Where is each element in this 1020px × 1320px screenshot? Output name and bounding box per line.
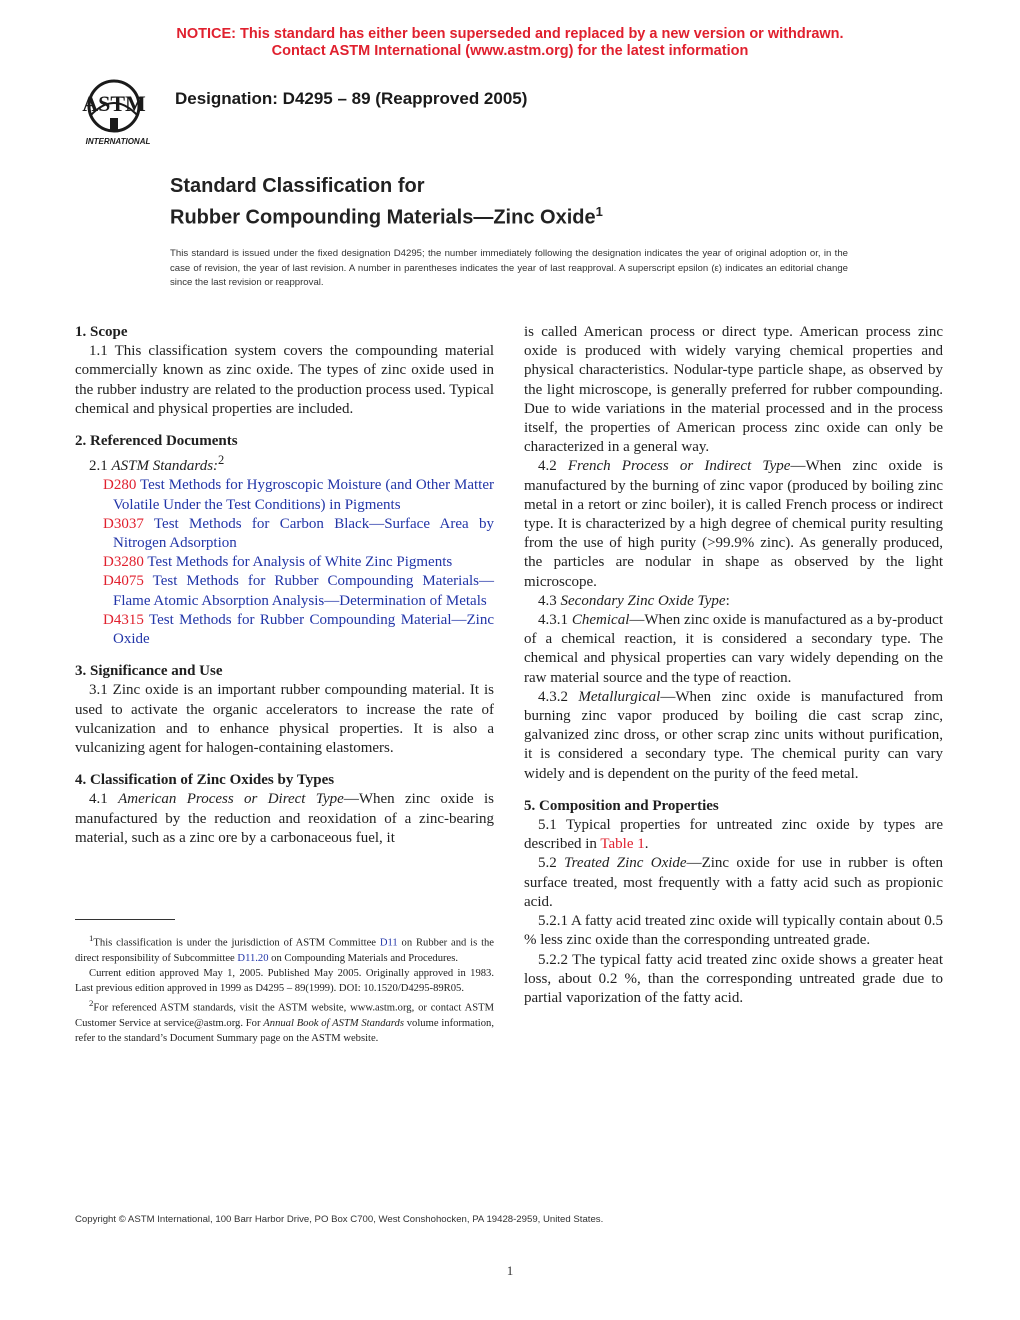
- ref-d280[interactable]: D280 Test Methods for Hygroscopic Moisture (and Other Matter Volatile Under the Test Conditions) in Pigments: [103, 477, 495, 513]
- notice-line-1: NOTICE: This standard has either been superseded and replaced by a new version or withdrawn.: [176, 26, 844, 42]
- section-4-heading: 4. Classification of Zinc Oxides by Types: [75, 772, 335, 789]
- para-3-1: 3.1 Zinc oxide is an important rubber compounding material. It is used to activate the organic accelerators to increase the rate of vulcanization and to enhance physical properties. It is also a vulcanizing agent for halogen-containing elastomers.: [75, 682, 494, 757]
- para-5-2-2: 5.2.2 The typical fatty acid treated zinc oxide shows a greater heat loss, about 0.2 %, than the corresponding untreated grade due to partial vaporization of the fatty acid.: [524, 951, 943, 1006]
- para-5-2-1: 5.2.1 A fatty acid treated zinc oxide will typically contain about 0.5 % less zinc oxide than the corresponding untreated grade.: [524, 913, 943, 949]
- section-1-heading: 1. Scope: [75, 324, 128, 340]
- para-4-3-2: 4.3.2 Metallurgical—When zinc oxide is manufactured from burning zinc vapor produced by boiling die cast scrap zinc, galvanized zinc dross, or other scrap zinc units without purification, it is considered a secondary type. The chemical purity can vary widely and is dependent on the purity of the feed metal.: [524, 688, 943, 782]
- para-5-2: 5.2 Treated Zinc Oxide—Zinc oxide for use in rubber is often surface treated, most frequently with a fatty acid such as propionic acid.: [524, 855, 943, 910]
- footnote-1: $^1$This classification is under the jurisdiction of ASTM Committee D11 on Rubber and is the direct responsibility of Subcommittee D11.20 on Compounding Materials and Procedures.: [75, 933, 495, 964]
- section-5-heading: 5. Composition and Properties: [524, 797, 719, 814]
- footnotes: [75, 931, 494, 1046]
- right-column: [524, 323, 943, 1008]
- table-1-link[interactable]: Table 1: [600, 836, 645, 853]
- page-number: 1: [506, 1263, 514, 1278]
- para-5-1: 5.1 Typical properties for untreated zinc oxide by types are described in Table 1.: [524, 817, 943, 853]
- designation: Designation: D4295 – 89 (Reapproved 2005): [175, 89, 528, 108]
- link-d11-20[interactable]: D11.20: [237, 952, 269, 964]
- para-4-3-1: 4.3.1 Chemical—When zinc oxide is manufactured as a by-product of a chemical reaction, it is considered a secondary type. The chemical and physical properties can vary widely depending on the raw material source and the type of reaction.: [524, 612, 943, 686]
- para-1-1: 1.1 This classification system covers the compounding material commercially known as zinc oxide. The types of zinc oxide used in the rubber industry are related to the production process used. Typical chemical and physical properties are included.: [75, 343, 494, 417]
- title-line-1: Standard Classification for: [170, 175, 425, 197]
- logo-lettering: ASTM: [82, 91, 146, 116]
- ref-d3037[interactable]: D3037 Test Methods for Carbon Black—Surface Area by Nitrogen Adsorption: [103, 515, 494, 552]
- ref-d4315[interactable]: D4315 Test Methods for Rubber Compounding Material—Zinc Oxide: [103, 611, 494, 648]
- notice-line-2: Contact ASTM International (www.astm.org) for the latest information: [271, 43, 749, 59]
- title-line-2: Rubber Compounding Materials—Zinc Oxide$^1$: [170, 204, 603, 229]
- astm-logo: [76, 78, 160, 148]
- preamble: This standard is issued under the fixed designation D4295; the number immediately following the designation indicates the year of original adoption or, in the case of revision, the year of last revision. A number in parentheses indicates the year of last reapproval. A superscript epsilon (ε) indicates an editorial change since the last revision or reapproval.: [170, 248, 848, 288]
- document-title: [170, 174, 603, 231]
- supersede-notice: [0, 26, 1020, 60]
- title-footnote-mark: 1: [595, 204, 603, 219]
- footnote-2: $^2$For referenced ASTM standards, visit the ASTM website, www.astm.org, or contact ASTM Customer Service at service@astm.org. For Annual Book of ASTM Standards volume information, refer to the standard’s Document Summary page on the ASTM website.: [75, 998, 494, 1045]
- para-4-1-cont: is called American process or direct type. American process zinc oxide is produced with widely varying chemical properties and physical characteristics. Nodular-type particle shape, as observed by the light microscope, is generally preferred for rubber compounding. Due to wide variations in the material processed and in the process itself, the properties of American process zinc oxide can only be characterized in a general way.: [524, 324, 943, 456]
- section-3-heading: 3. Significance and Use: [75, 663, 223, 680]
- ref-d3280[interactable]: D3280 Test Methods for Analysis of White Zinc Pigments: [103, 554, 453, 571]
- para-4-2: 4.2 French Process or Indirect Type—When zinc oxide is manufactured by the burning of zinc vapor (produced by boiling zinc metal in a retort or zinc boiler), it is called French process or indirect type. It is characterized by a high degree of chemical purity resulting from the use of high purity (>99.9% zinc). As generally produced, the particles are nodular in shape as observed by the light microscope.: [524, 458, 943, 590]
- link-d11[interactable]: D11: [379, 937, 398, 949]
- para-2-1: 2.1 ASTM Standards:$^2$: [89, 453, 225, 475]
- footnote-1-edition: Current edition approved May 1, 2005. Published May 2005. Originally approved in 1983. Last previous edition approved in 1999 as D4295 – 89(1999). DOI: 10.1520/D4295-89R05.: [75, 967, 494, 995]
- ref-d4075[interactable]: D4075 Test Methods for Rubber Compounding Materials—Flame Atomic Absorption Analysis—Determination of Metals: [103, 573, 494, 609]
- footnote-rule: [75, 919, 175, 920]
- section-2-heading: 2. Referenced Documents: [75, 433, 238, 450]
- para-4-1: 4.1 American Process or Direct Type—When zinc oxide is manufactured by the reduction and reoxidation of a zinc-bearing material, such as a zinc ore by a carbonaceous fuel, it: [75, 791, 494, 846]
- logo-subtext: INTERNATIONAL: [85, 137, 151, 146]
- para-4-3: 4.3 Secondary Zinc Oxide Type:: [538, 592, 730, 609]
- left-column: [75, 323, 494, 848]
- copyright: Copyright © ASTM International, 100 Barr Harbor Drive, PO Box C700, West Conshohocken, PA 19428-2959, United States.: [75, 1214, 604, 1225]
